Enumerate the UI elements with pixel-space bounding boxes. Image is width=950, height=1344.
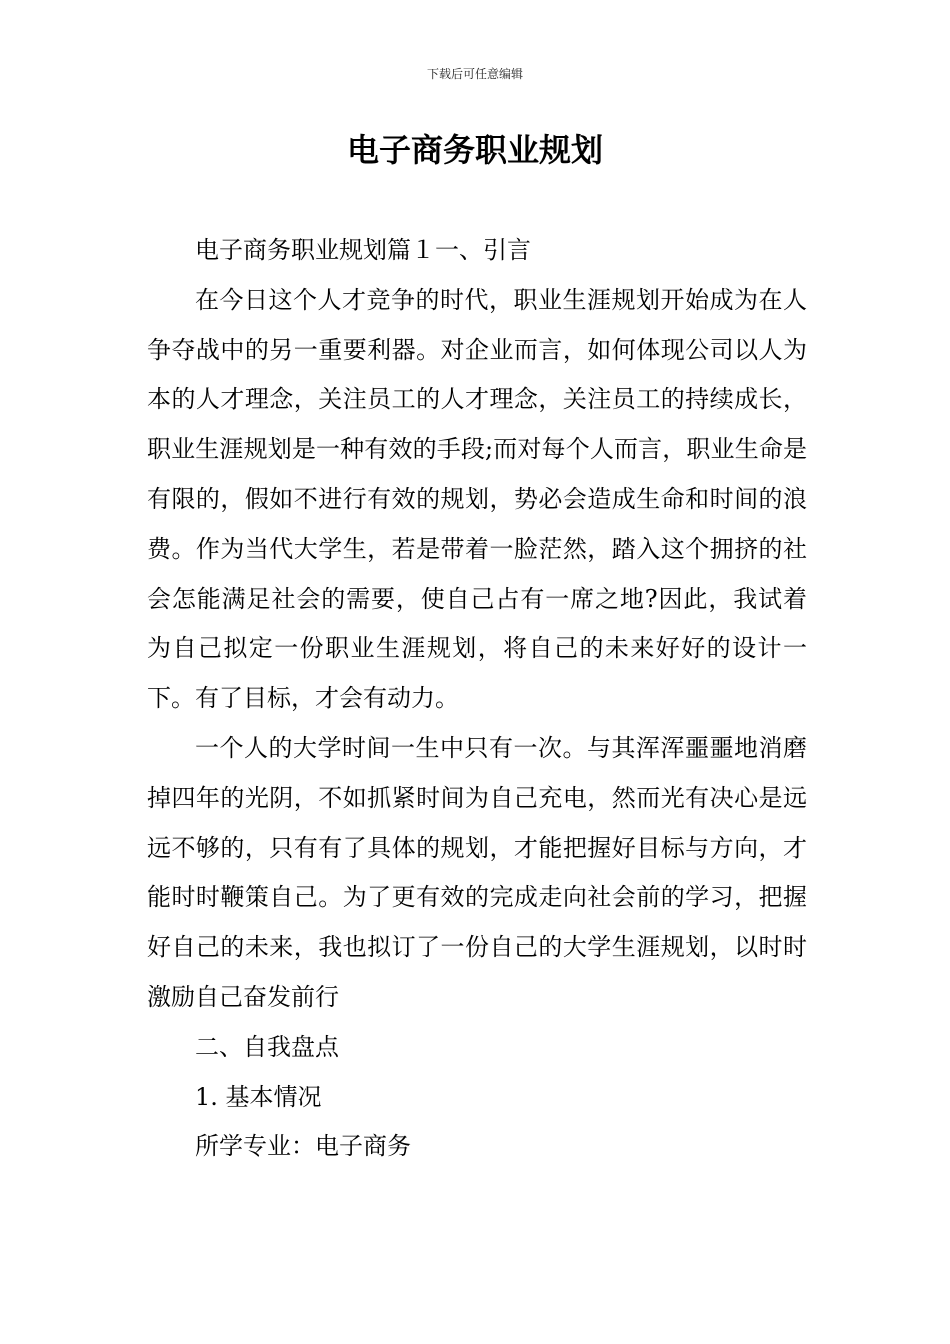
document-title: 电子商务职业规划 <box>346 131 603 169</box>
document-body <box>147 226 807 1172</box>
header-note: 下载后可任意编辑 <box>426 67 523 81</box>
section-heading-self-review: 二、自我盘点 <box>195 1032 339 1061</box>
paragraph-intro-2: 一个人的大学时间一生中只有一次。与其浑浑噩噩地消磨掉四年的光阴，不如抓紧时间为自己充电，然而光有决心是远远不够的，只有有了具体的规划，才能把握好目标与方向，才能时时鞭策自己。为了更有效的完成走向社会前的学习，把握好自己的未来，我也拟订了一份自己的大学生涯规划，以时时激励自己奋发前行 <box>147 733 807 1011</box>
paragraph-major: 所学专业：电子商务 <box>195 1132 411 1161</box>
paragraph-intro-heading: 电子商务职业规划篇１一、引言 <box>195 236 531 264</box>
paragraph-intro-1: 在今日这个人才竞争的时代，职业生涯规划开始成为在人争夺战中的另一重要利器。对企业而言，如何体现公司以人为本的人才理念，关注员工的人才理念，关注员工的持续成长，职业生涯规划是一种有效的手段;而对每个人而言，职业生命是有限的，假如不进行有效的规划，势必会造成生命和时间的浪费。作为当代大学生，若是带着一脸茫然，踏入这个拥挤的社会怎能满足社会的需要，使自己占有一席之地?因此，我试着为自己拟定一份职业生涯规划，将自己的未来好好的设计一下。有了目标，才会有动力。 <box>147 285 807 713</box>
subsection-heading-basic-info: 1. 基本情况 <box>195 1082 322 1111</box>
